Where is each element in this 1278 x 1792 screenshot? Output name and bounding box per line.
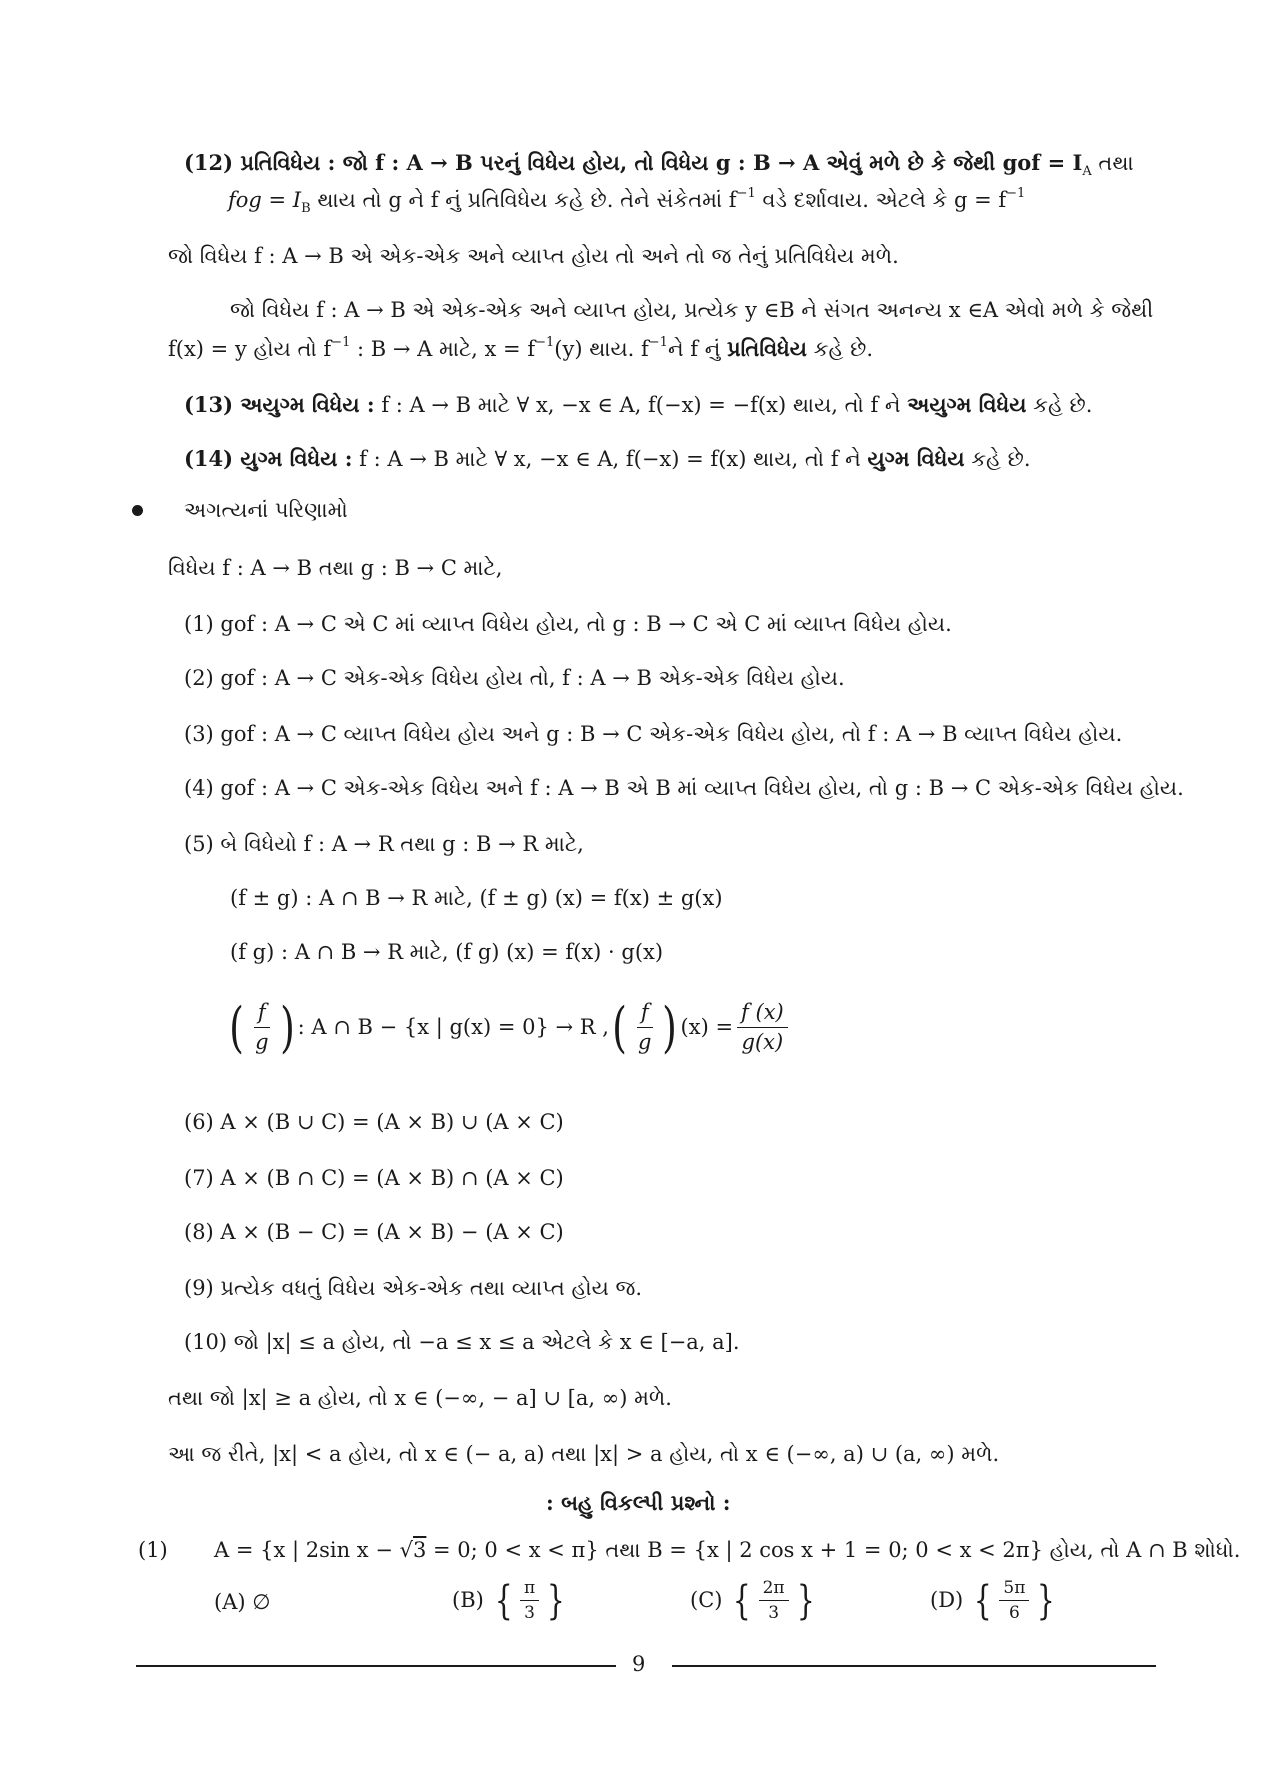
def14-head: (14) યુગ્મ વિધેય :	[184, 446, 353, 471]
def12-sup2: −1	[1006, 186, 1026, 201]
result-3: (3) gof : A → C વ્યાપ્ત વિધેય હોય અને g : B → C એક-એક વિધેય હોય, તો f : A → B વ્યાપ્ત વિધેય હોય.	[184, 722, 1123, 746]
left-paren: (	[229, 995, 244, 1059]
left-brace: {	[973, 1577, 992, 1624]
result-5-product: (f g) : A ∩ B → R માટે, (f g) (x) = f(x) · g(x)	[230, 940, 664, 964]
option-b[interactable]	[452, 1578, 569, 1624]
def12-fog: fog = I	[228, 188, 302, 212]
result-8: (8) A × (B − C) = (A × B) − (A × C)	[184, 1220, 564, 1244]
quot-den-2: g	[638, 1030, 652, 1055]
result-1: (1) gof : A → C એ C માં વ્યાપ્ત વિધેય હોય, તો g : B → C એ C માં વ્યાપ્ત વિધેય હોય.	[184, 612, 952, 636]
q1-text	[214, 1538, 1240, 1563]
inv-d: ને f નું	[667, 337, 728, 361]
q1-text-b: = 0; 0 < x < π} તથા B = {x | 2 cos x + 1 = 0; 0 < x < 2π} હોય, તો A ∩ B શોધો.	[426, 1538, 1241, 1562]
quot-rden: g(x)	[741, 1030, 784, 1055]
result-5-quotient	[226, 995, 792, 1059]
result-7: (7) A × (B ∩ C) = (A × B) ∩ (A × C)	[184, 1166, 564, 1190]
result-2: (2) gof : A → C એક-એક વિધેય હોય તો, f : A → B એક-એક વિધેય હોય.	[184, 666, 845, 690]
def13-end: કહે છે.	[1026, 393, 1093, 417]
right-brace: }	[796, 1577, 815, 1624]
right-brace: }	[546, 1577, 565, 1624]
option-b-num: π	[520, 1578, 539, 1601]
def13-body: f : A → B માટે ∀ x, −x ∈ A, f(−x) = −f(x) થાય, તો f ને	[374, 393, 908, 417]
right-paren-2: )	[662, 995, 678, 1059]
def12-sup1: −1	[736, 186, 756, 201]
footer-rule-left	[136, 1665, 616, 1667]
inv-sup3: −1	[648, 335, 668, 350]
result-5: (5) બે વિધેયો f : A → R તથા g : B → R માટે,	[184, 832, 584, 856]
result-10: (10) જો |x| ≤ a હોય, તો −a ≤ x ≤ a એટલે કે x ∈ [−a, a].	[184, 1330, 740, 1354]
option-d-num: 5π	[999, 1578, 1029, 1601]
inverse-para-line2	[168, 336, 873, 362]
left-brace: {	[494, 1577, 513, 1624]
def13	[184, 392, 1092, 418]
def13-bold: અયુગ્મ વિધેય	[907, 392, 1027, 417]
option-b-frac	[520, 1578, 539, 1624]
sqrt-icon: √3	[399, 1538, 427, 1562]
inv-bold: પ્રતિવિધેય	[727, 336, 807, 361]
def13-head: (13) અયુગ્મ વિધેય :	[184, 392, 375, 417]
def12-sub-b: B	[301, 201, 311, 216]
right-paren: )	[279, 995, 295, 1059]
def12-text: (12) પ્રતિવિધેય : જો f : A → B પરનું વિધેય હોય, તો વિધેય g : B → A એવું મળે છે કે જેથી gof = I	[184, 150, 1083, 175]
option-c[interactable]	[690, 1578, 818, 1624]
def12-end: તથા	[1091, 151, 1134, 175]
def14	[184, 446, 1031, 472]
def14-body: f : A → B માટે ∀ x, −x ∈ A, f(−x) = f(x) થાય, તો f ને	[352, 447, 868, 471]
inv-e: કહે છે.	[806, 337, 874, 361]
result-10-b: તથા જો |x| ≥ a હોય, તો x ∈ (−∞, − a] ∪ [a, ∞) મળે.	[168, 1386, 672, 1410]
def12-sub: A	[1082, 164, 1092, 179]
inv-b: : B → A માટે, x = f	[350, 337, 536, 361]
results-intro: વિધેય f : A → B તથા g : B → C માટે,	[168, 556, 503, 580]
option-a[interactable]	[214, 1590, 271, 1615]
q1-sqrt-value: 3	[412, 1538, 427, 1562]
result-4: (4) gof : A → C એક-એક વિધેય અને f : A → B એ B માં વ્યાપ્ત વિધેય હોય, તો g : B → C એક-એક વિધેય હોય.	[184, 776, 1184, 800]
page-number: 9	[632, 1652, 646, 1676]
inverse-condition: જો વિધેય f : A → B એ એક-એક અને વ્યાપ્ત હોય તો અને તો જ તેનું પ્રતિવિધેય મળે.	[168, 244, 899, 268]
footer-rule-right	[672, 1665, 1156, 1667]
option-d-den: 6	[1008, 1603, 1020, 1624]
def12-body: થાય તો g ને f નું પ્રતિવિધેય કહે છે. તેને સંકેતમાં f	[310, 188, 737, 212]
quot-domain: : A ∩ B − {x | g(x) = 0} → R ,	[297, 1015, 609, 1040]
def12-body2: વડે દર્શાવાય. એટલે કે g = f	[755, 188, 1007, 212]
option-c-label: (C)	[690, 1588, 723, 1613]
option-d-frac	[999, 1578, 1029, 1624]
quot-x: (x) =	[680, 1015, 734, 1040]
quot-num-2: f	[637, 1000, 653, 1028]
bullet-icon	[132, 505, 143, 516]
results-heading: અગત્યનાં પરિણામો	[184, 498, 348, 522]
option-c-num: 2π	[759, 1578, 789, 1601]
quot-rnum: f (x)	[737, 1000, 788, 1028]
inv-a: f(x) = y હોય તો f	[168, 337, 332, 361]
option-a-value: ∅	[252, 1590, 271, 1614]
result-5-sum: (f ± g) : A ∩ B → R માટે, (f ± g) (x) = f(x) ± g(x)	[230, 886, 723, 910]
quot-num: f	[254, 1000, 270, 1028]
option-b-label: (B)	[452, 1588, 484, 1613]
option-b-den: 3	[524, 1603, 535, 1624]
quot-frac-2	[634, 1000, 655, 1055]
inv-sup1: −1	[331, 335, 351, 350]
def14-end: કહે છે.	[964, 447, 1031, 471]
option-c-den: 3	[768, 1603, 780, 1624]
result-9: (9) પ્રત્યેક વધતું વિધેય એક-એક તથા વ્યાપ્ત હોય જ.	[184, 1276, 643, 1300]
option-a-label: (A)	[214, 1590, 246, 1614]
option-d-label: (D)	[930, 1588, 964, 1613]
mcq-heading: : બહુ વિકલ્પી પ્રશ્નો :	[546, 1490, 731, 1515]
def12-line2	[228, 186, 1026, 216]
q1-number: (1)	[138, 1538, 168, 1562]
quot-result-frac	[737, 1000, 788, 1055]
result-10-c: આ જ રીતે, |x| < a હોય, તો x ∈ (− a, a) તથા |x| > a હોય, તો x ∈ (−∞, a) ∪ (a, ∞) મળે.	[168, 1442, 1000, 1466]
result-6: (6) A × (B ∪ C) = (A × B) ∪ (A × C)	[184, 1110, 564, 1134]
left-brace: {	[732, 1577, 751, 1624]
right-brace: }	[1037, 1577, 1056, 1624]
inv-sup2: −1	[535, 335, 555, 350]
def12-line1	[184, 150, 1134, 179]
option-d[interactable]	[930, 1578, 1059, 1624]
inv-c: (y) થાય. f	[554, 337, 649, 361]
def14-bold: યુગ્મ વિધેય	[867, 446, 965, 471]
q1-text-a: A = {x | 2sin x −	[214, 1538, 400, 1562]
inverse-para-line1: જો વિધેય f : A → B એ એક-એક અને વ્યાપ્ત હોય, પ્રત્યેક y ∈B ને સંગત અનન્ય x ∈A એવો મળે કે જેથી	[230, 298, 1154, 322]
left-paren-2: (	[612, 995, 627, 1059]
quot-frac	[251, 1000, 272, 1055]
quot-den: g	[255, 1030, 269, 1055]
option-c-frac	[759, 1578, 789, 1624]
